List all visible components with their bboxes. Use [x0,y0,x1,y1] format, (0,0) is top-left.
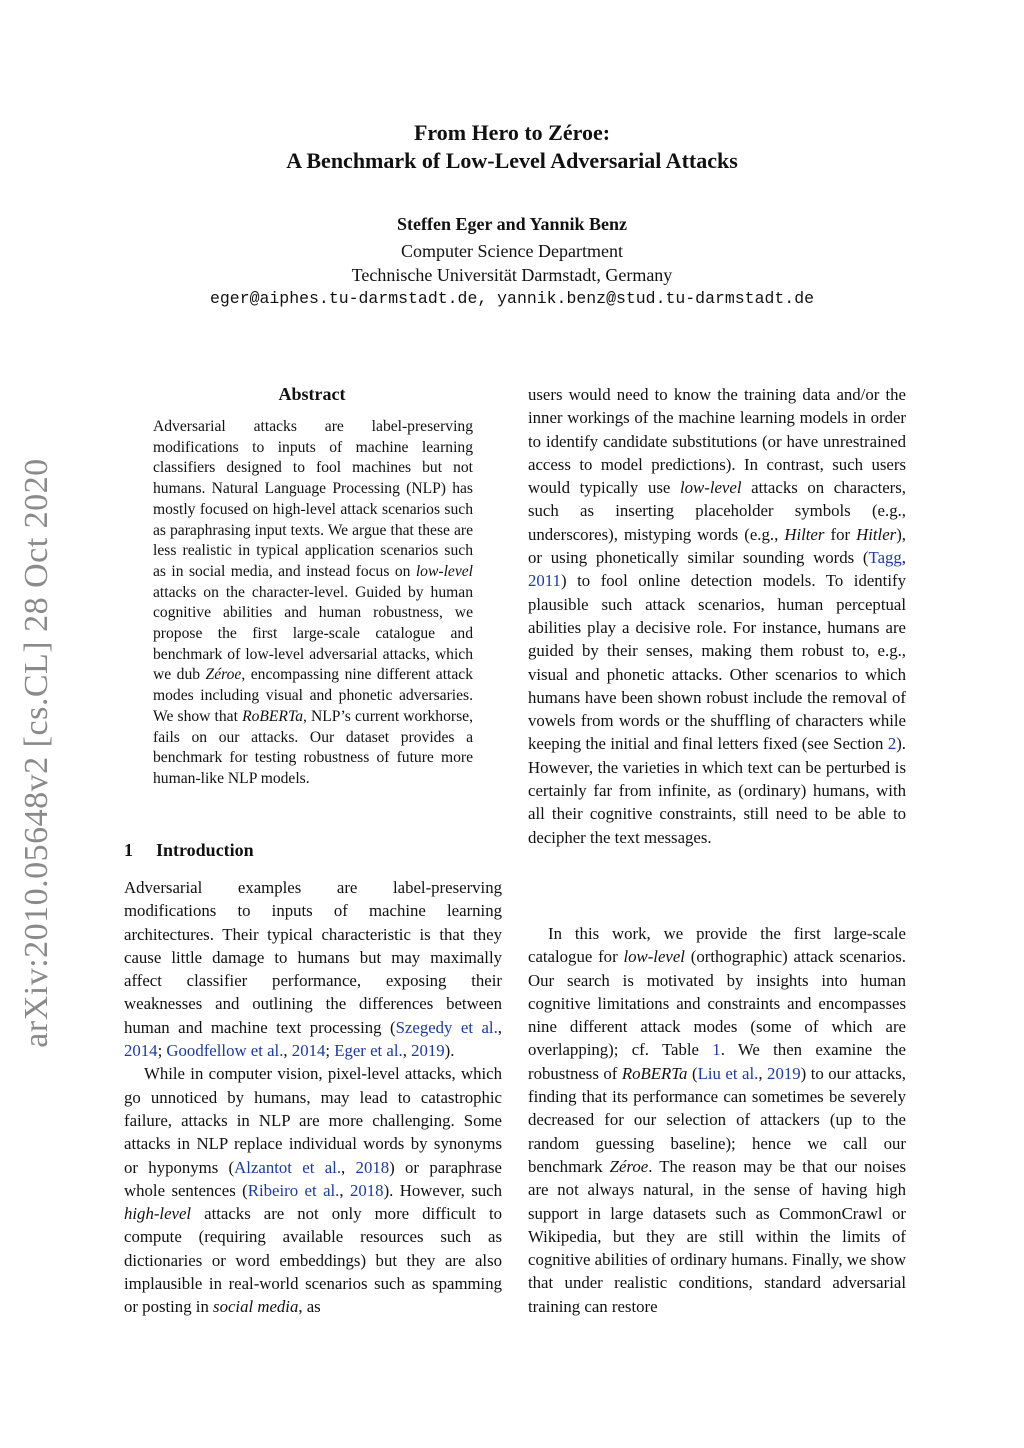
author-emails: eger@aiphes.tu-darmstadt.de, yannik.benz@stud.tu-darmstadt.de [210,289,814,308]
intro-paragraph-2: While in computer vision, pixel-level attacks, which go unnoticed by humans, may lead to catastrophic failure, attacks in NLP are more challenging. Some attacks in NLP replace individual words by synonyms or hyponyms (Alzantot et al., 2018) or paraphrase whole sentences (Ribeiro et al., 2018). However, such high-level attacks are not only more difficult to compute (requiring available resources such as dictionaries or word embeddings) but they are also implausible in real-world scenarios such as spamming or posting in social media, as [124,1064,503,1317]
table-reference-link[interactable]: 1 [712,1040,721,1060]
paper-title-line2: A Benchmark of Low-Level Adversarial Attacks [286,148,738,173]
intro-right-column-bottom [528,922,906,1318]
intro-paragraph-3: In this work, we provide the first large-scale catalogue for low-level (orthographic) attack scenarios. Our search is motivated by insights into human cognitive limitations and constraints and encompasses nine different attack modes (some of which are overlapping); cf. Table 1. We then examine the robustness of RoBERTa (Liu et al., 2019) to our attacks, finding that its performance can sometimes be severely decreased for our selection of attackers (up to the random guessing baseline); hence we call our benchmark Zéroe. The reason may be that our noises are not always natural, in the sense of having high support in large datasets such as CommonCrawl or Wikipedia, but they are still within the limits of cognitive abilities of ordinary humans. Finally, we show that under realistic conditions, standard adversarial training can restore [528,924,907,1316]
citation-link[interactable]: Goodfellow et al. [166,1041,284,1061]
citation-link[interactable]: Liu et al. [697,1063,759,1083]
citation-link[interactable]: 2018 [355,1157,390,1177]
paper-authors: Steffen Eger and Yannik Benz [396,214,628,234]
citation-link[interactable]: 2014 [291,1041,326,1061]
paper-title-line1: From Hero to Zéroe: [413,120,611,145]
intro-left-column [124,876,502,1319]
citation-link[interactable]: Alzantot et al. [234,1157,342,1177]
citation-link[interactable]: 2018 [350,1180,384,1200]
arxiv-identifier: arXiv:2010.05648v2 [cs.CL] 28 Oct 2020 [18,458,55,1048]
intro-paragraph-1: Adversarial examples are label-preserving modifications to inputs of machine learning architectures. Their typical characteristic is that they cause little damage to humans but may maximally affect classifier performance, exposing their weaknesses and outlining the differences between human and machine text processing (Szegedy et al., 2014; Goodfellow et al., 2014; Eger et al., 2019). [124,878,502,1061]
citation-link[interactable]: 2019 [767,1063,801,1083]
affiliation-university: Technische Universität Darmstadt, Germany [351,265,673,285]
citation-link[interactable]: Tagg [868,548,902,568]
citation-link[interactable]: 2014 [124,1041,158,1061]
section-title: Introduction [156,840,254,860]
affiliation-department: Computer Science Department [401,241,623,261]
citation-link[interactable]: Eger et al. [334,1041,403,1061]
citation-link[interactable]: Szegedy et al. [395,1017,498,1037]
section-heading-introduction [124,840,254,861]
citation-link[interactable]: Ribeiro et al. [247,1180,340,1200]
intro-paragraph-2-continued: users would need to know the training data and/or the inner workings of the machine learning models in order to identify candidate substitutions (or have unrestrained access to model predictions). In contrast, such users would typically use low-level attacks on characters, such as inserting placeholder symbols (e.g., underscores), mistyping words (e.g., Hilter for Hitler), or using phonetically similar sounding words (Tagg, 2011) to fool online detection models. To identify plausible such attack scenarios, human perceptual abilities play a decisive role. For instance, humans are guided by their senses, making them robust to, e.g., visual and phonetic attacks. Other scenarios to which humans have been shown robust include the removal of vowels from words or the shuffling of characters while keeping the initial and final letters fixed (see Section 2). However, the varieties in which text can be perturbed is certainly far from infinite, as (ordinary) humans, with all their cognitive constraints, still need to be able to decipher the text messages. [528,385,906,847]
abstract-heading: Abstract [278,384,346,404]
abstract-body: Adversarial attacks are label-preserving modifications to inputs of machine learning classifiers designed to fool machines but not humans. Natural Language Processing (NLP) has mostly focused on high-level attack scenarios such as paraphrasing input texts. We argue that these are less realistic in typical application scenarios such as in social media, and instead focus on low-level attacks on the character-level. Guided by human cognitive abilities and human robustness, we propose the first large-scale catalogue and benchmark of low-level adversarial attacks, which we dub Zéroe, encompassing nine different attack modes including visual and phonetic adversaries. We show that RoBERTa, NLP’s current workhorse, fails on our attacks. Our dataset provides a benchmark for testing robustness of future more human-like NLP models. [153,418,474,787]
citation-link[interactable]: 2011 [528,571,561,591]
section-number: 1 [124,840,133,860]
citation-link[interactable]: 2019 [411,1041,445,1061]
intro-right-column-top [528,383,906,849]
section-reference-link[interactable]: 2 [887,734,897,754]
